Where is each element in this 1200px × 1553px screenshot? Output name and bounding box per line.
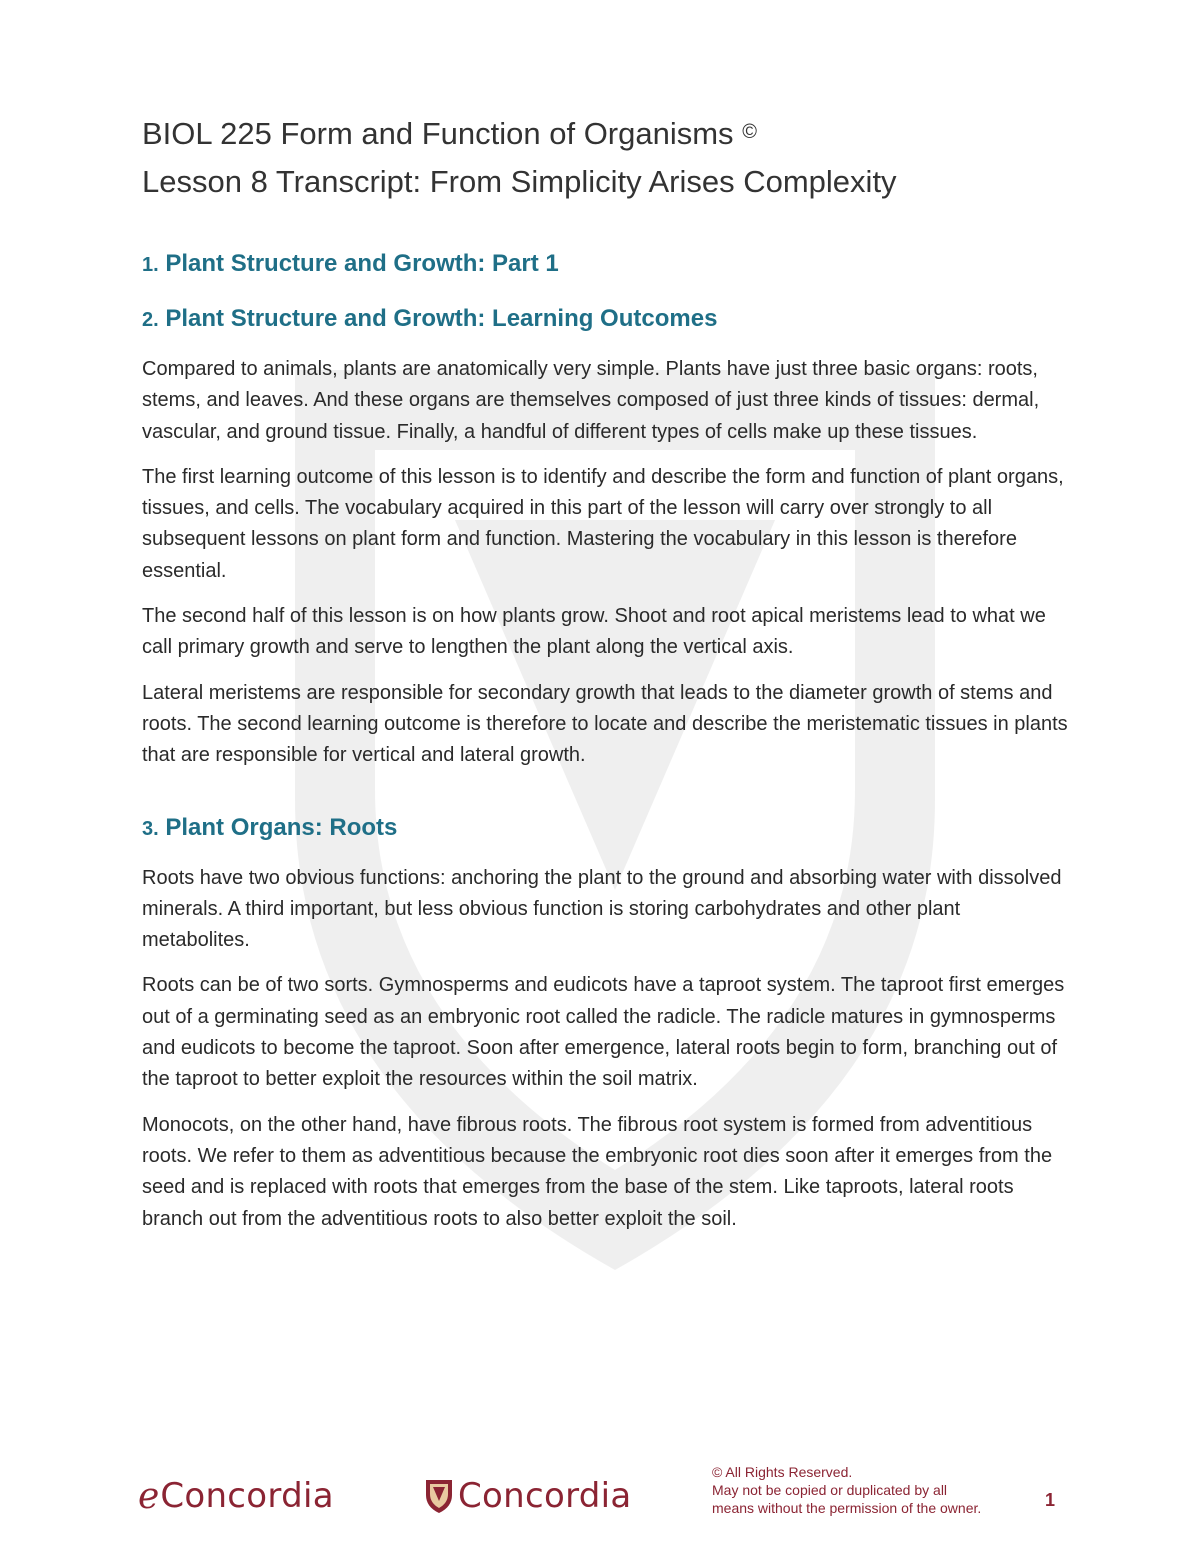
logo-text: Concordia (458, 1476, 632, 1516)
logo-text: Concordia (160, 1476, 334, 1516)
logo-prefix: e (138, 1475, 160, 1517)
rights-notice: © All Rights Reserved. May not be copied or duplicated by all means without the permission of the owner. (712, 1464, 982, 1516)
paragraph: Monocots, on the other hand, have fibrous roots. The fibrous root system is formed from adventitious roots. We refer to them as adventitious because the embryonic root dies soon after it emerges from the seed and is replaced with roots that emerges from the base of the stem. Like taproots, lateral roots branch out from the adventitious roots to also better exploit the soil. (142, 1113, 1053, 1230)
page-number: 1 (1045, 1490, 1056, 1510)
page-footer (0, 1460, 1200, 1530)
course-title: BIOL 225 Form and Function of Organisms © (142, 116, 757, 151)
paragraph: Compared to animals, plants are anatomically very simple. Plants have just three basic organs: roots, stems, and leaves. And these organs are themselves composed of just three kinds of tissues: dermal, vascular, and ground tissue. Finally, a handful of different types of cells make up these tissues. (142, 358, 1040, 443)
section-title: Plant Structure and Growth: Part 1 (165, 250, 559, 277)
econcordia-logo (138, 1472, 334, 1520)
paragraph: The first learning outcome of this lesson is to identify and describe the form and function of plant organs, tissues, and cells. The vocabulary acquired in this part of the lesson will carry over strongly to all subsequent lessons on plant form and function. Mastering the vocabulary in this lesson is therefore essential. (142, 465, 1064, 582)
section-heading-3 (142, 812, 1072, 845)
section-title: Plant Structure and Growth: Learning Outcomes (165, 305, 718, 332)
section-number: 1. (142, 254, 159, 276)
concordia-logo (424, 1472, 632, 1520)
paragraph: Roots have two obvious functions: anchoring the plant to the ground and absorbing water with dissolved minerals. A third important, but less obvious function is storing carbohydrates and other plant metabolites. (142, 866, 1062, 952)
document-title (142, 108, 1072, 206)
paragraph: Roots can be of two sorts. Gymnosperms and eudicots have a taproot system. The taproot first emerges out of a germinating seed as an embryonic root called the radicle. The radicle matures in gymnosperms and eudicots to become the taproot. Soon after emergence, lateral roots begin to form, branching out of the taproot to better exploit the resources within the soil matrix. (142, 974, 1065, 1091)
section-heading-2 (142, 303, 1072, 336)
paragraph: The second half of this lesson is on how plants grow. Shoot and root apical meristems lead to what we call primary growth and serve to lengthen the plant along the vertical axis. (142, 605, 1046, 659)
shield-icon (424, 1477, 454, 1515)
paragraph: Lateral meristems are responsible for secondary growth that leads to the diameter growth of stems and roots. The second learning outcome is therefore to locate and describe the meristematic tissues in plants that are responsible for vertical and lateral growth. (142, 681, 1068, 767)
section-heading-1 (142, 248, 1072, 281)
copyright-symbol: © (742, 121, 757, 143)
section-number: 2. (142, 309, 159, 331)
section-title: Plant Organs: Roots (165, 813, 398, 841)
section-number: 3. (142, 817, 159, 840)
document-body (142, 108, 1072, 1249)
lesson-title: Lesson 8 Transcript: From Simplicity Arises Complexity (142, 164, 897, 199)
